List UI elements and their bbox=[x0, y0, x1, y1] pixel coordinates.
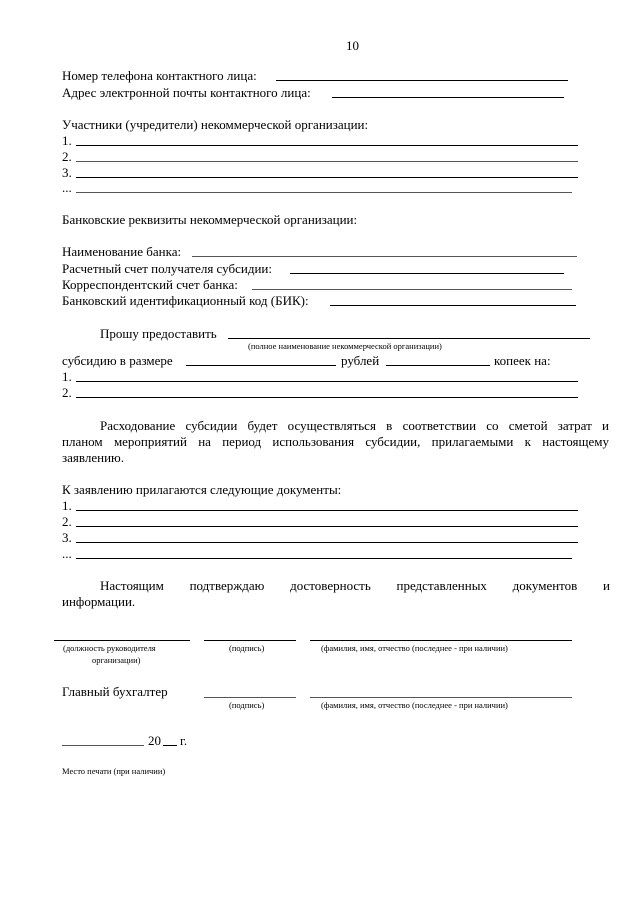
attachment-item-3-label: 3. bbox=[62, 530, 72, 545]
date-field[interactable] bbox=[62, 745, 144, 746]
email-label: Адрес электронной почты контактного лица: bbox=[62, 85, 311, 100]
head-name-caption: (фамилия, имя, отчество (последнее - при наличии) bbox=[321, 643, 508, 653]
head-position-field[interactable] bbox=[54, 640, 190, 641]
subsidy-rubles-field[interactable] bbox=[186, 365, 336, 366]
bank-bik-field[interactable] bbox=[330, 305, 576, 306]
date-year-prefix: 20 bbox=[148, 733, 161, 748]
confirmation-word: и bbox=[603, 578, 610, 593]
email-field[interactable] bbox=[332, 97, 564, 98]
participant-item-2-label: 2. bbox=[62, 149, 72, 164]
participant-item-more-field[interactable] bbox=[76, 192, 572, 193]
head-position-caption-2: организации) bbox=[92, 655, 141, 665]
participant-item-3-label: 3. bbox=[62, 165, 72, 180]
confirmation-line-2: информации. bbox=[62, 594, 136, 609]
bank-heading: Банковские реквизиты некоммерческой организации: bbox=[62, 212, 358, 227]
bank-corr-label: Корреспондентский счет банка: bbox=[62, 277, 238, 292]
attachments-heading: К заявлению прилагаются следующие документы: bbox=[62, 482, 342, 497]
attachment-item-1-field[interactable] bbox=[76, 510, 578, 511]
chief-accountant-label: Главный бухгалтер bbox=[62, 684, 168, 699]
confirmation-word: документов bbox=[512, 578, 578, 593]
confirmation-word: представленных bbox=[396, 578, 487, 593]
expenditure-line-1: Расходование субсидии будет осуществляться в соответствии со сметой затрат и bbox=[100, 418, 609, 433]
rubles-label: рублей bbox=[341, 353, 380, 368]
head-signature-field[interactable] bbox=[204, 640, 296, 641]
kopecks-label: копеек на: bbox=[494, 353, 551, 368]
confirmation-word: подтверждаю bbox=[189, 578, 265, 593]
attachment-item-more-label: ... bbox=[62, 546, 72, 561]
bank-name-field[interactable] bbox=[192, 256, 577, 257]
accountant-signature-caption: (подпись) bbox=[229, 700, 265, 710]
confirmation-word: Настоящим bbox=[100, 578, 164, 593]
date-year-suffix: г. bbox=[180, 733, 188, 748]
accountant-signature-field[interactable] bbox=[204, 697, 296, 698]
participant-item-1-field[interactable] bbox=[76, 145, 578, 146]
bank-bik-label: Банковский идентификационный код (БИК): bbox=[62, 293, 309, 308]
subsidy-kopecks-field[interactable] bbox=[386, 365, 490, 366]
request-prefix: Прошу предоставить bbox=[100, 326, 217, 341]
head-signature-caption: (подпись) bbox=[229, 643, 265, 653]
participant-item-2-field[interactable] bbox=[76, 161, 578, 162]
org-name-field[interactable] bbox=[228, 338, 590, 339]
attachment-item-2-label: 2. bbox=[62, 514, 72, 529]
attachment-item-more-field[interactable] bbox=[76, 558, 572, 559]
confirmation-line-1 bbox=[100, 578, 610, 594]
accountant-name-field[interactable] bbox=[310, 697, 572, 698]
participant-item-1-label: 1. bbox=[62, 133, 72, 148]
date-year-field[interactable] bbox=[163, 745, 177, 746]
phone-field[interactable] bbox=[276, 80, 568, 81]
attachment-item-2-field[interactable] bbox=[76, 526, 578, 527]
org-name-caption: (полное наименование некоммерческой организации) bbox=[248, 341, 442, 351]
participants-heading: Участники (учредители) некоммерческой организации: bbox=[62, 117, 369, 132]
phone-label: Номер телефона контактного лица: bbox=[62, 68, 257, 83]
subsidy-prefix: субсидию в размере bbox=[62, 353, 173, 368]
accountant-name-caption: (фамилия, имя, отчество (последнее - при наличии) bbox=[321, 700, 508, 710]
bank-account-field[interactable] bbox=[290, 273, 564, 274]
purpose-item-1-field[interactable] bbox=[76, 381, 578, 382]
bank-name-label: Наименование банка: bbox=[62, 244, 182, 259]
expenditure-line-2: планом мероприятий на период использования субсидии, прилагаемыми к настоящему bbox=[62, 434, 609, 449]
bank-corr-field[interactable] bbox=[252, 289, 572, 290]
attachment-item-3-field[interactable] bbox=[76, 542, 578, 543]
stamp-caption: Место печати (при наличии) bbox=[62, 766, 166, 776]
attachment-item-1-label: 1. bbox=[62, 498, 72, 513]
page-number: 10 bbox=[346, 38, 359, 53]
confirmation-word: достоверность bbox=[290, 578, 371, 593]
expenditure-line-3: заявлению. bbox=[62, 450, 124, 465]
purpose-item-2-label: 2. bbox=[62, 385, 72, 400]
head-position-caption-1: (должность руководителя bbox=[63, 643, 156, 653]
purpose-item-1-label: 1. bbox=[62, 369, 72, 384]
participant-item-3-field[interactable] bbox=[76, 177, 578, 178]
head-name-field[interactable] bbox=[310, 640, 572, 641]
purpose-item-2-field[interactable] bbox=[76, 397, 578, 398]
participant-item-more-label: ... bbox=[62, 180, 72, 195]
bank-account-label: Расчетный счет получателя субсидии: bbox=[62, 261, 272, 276]
